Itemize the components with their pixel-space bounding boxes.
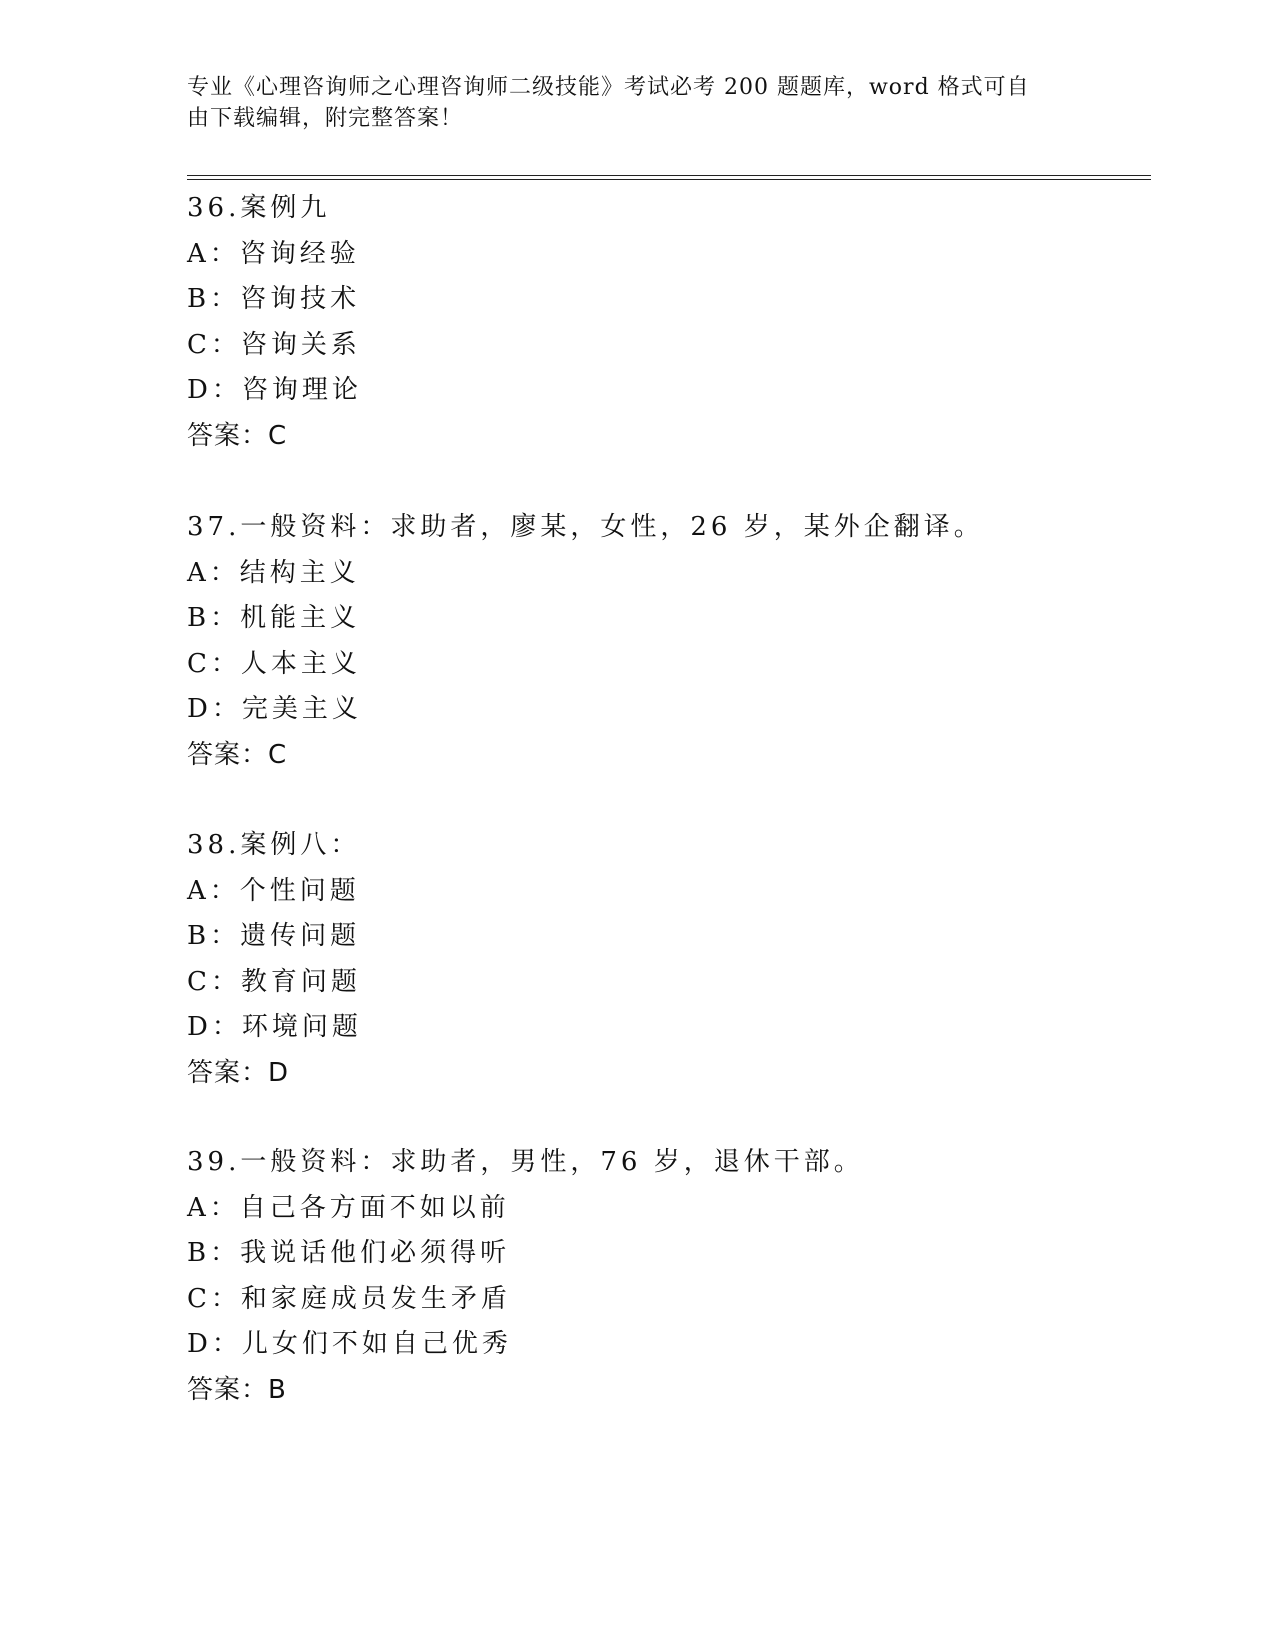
question-stem: 38.案例八： <box>187 830 361 860</box>
question-38 <box>187 823 1187 1096</box>
option-b: B：咨询技术 <box>187 284 361 314</box>
option-d: D：完美主义 <box>187 694 362 724</box>
option-b: B：机能主义 <box>187 603 361 633</box>
question-stem: 37.一般资料：求助者，廖某，女性，26 岁，某外企翻译。 <box>187 512 984 542</box>
option-c: C：咨询关系 <box>187 329 361 360</box>
option-a: A：结构主义 <box>187 557 360 588</box>
document-header <box>187 72 1067 134</box>
option-a: A：自己各方面不如以前 <box>187 1192 510 1223</box>
header-divider <box>187 175 1151 180</box>
answer-line: 答案：D <box>187 1057 290 1088</box>
question-stem: 36.案例九 <box>187 193 331 223</box>
option-d: D：咨询理论 <box>187 375 362 405</box>
question-37 <box>187 505 1187 778</box>
question-stem: 39.一般资料：求助者，男性，76 岁，退休干部。 <box>187 1147 864 1177</box>
option-c: C：教育问题 <box>187 966 361 997</box>
option-d: D：环境问题 <box>187 1012 362 1042</box>
header-line-1: 专业《心理咨询师之心理咨询师二级技能》考试必考 200 题题库，word 格式可自 <box>187 75 1030 100</box>
header-line-2: 由下载编辑，附完整答案！ <box>187 106 464 131</box>
option-c: C：和家庭成员发生矛盾 <box>187 1283 511 1314</box>
option-d: D：儿女们不如自己优秀 <box>187 1329 512 1359</box>
question-39 <box>187 1140 1187 1413</box>
answer-line: 答案：B <box>187 1374 287 1405</box>
option-b: B：我说话他们必须得听 <box>187 1238 511 1268</box>
option-c: C：人本主义 <box>187 648 361 679</box>
option-b: B：遗传问题 <box>187 921 361 951</box>
option-a: A：个性问题 <box>187 875 360 906</box>
answer-line: 答案：C <box>187 739 288 770</box>
question-36 <box>187 186 1187 459</box>
option-a: A：咨询经验 <box>187 238 360 269</box>
answer-line: 答案：C <box>187 420 288 451</box>
